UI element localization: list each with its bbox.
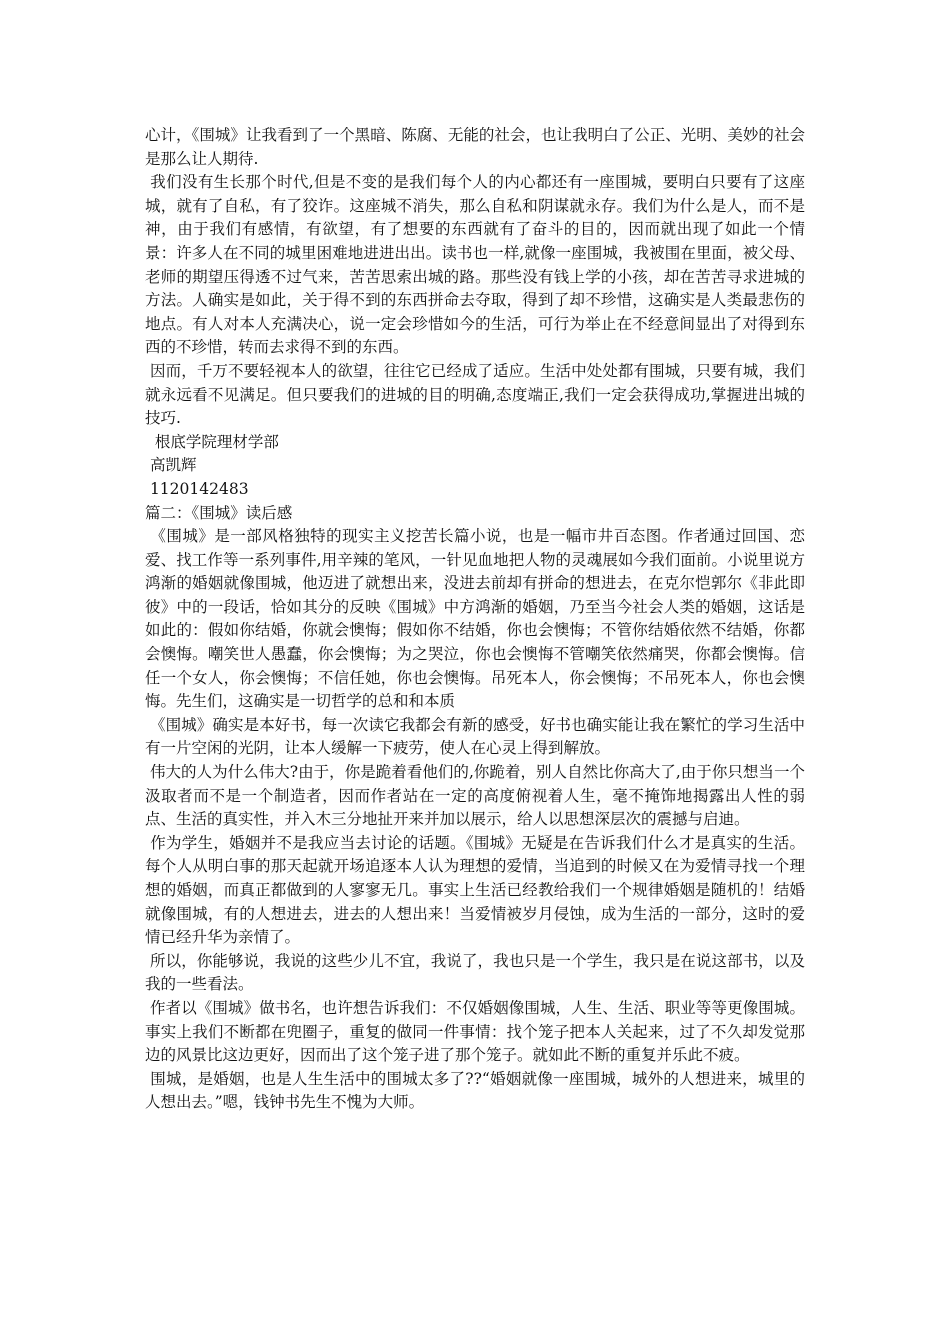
paragraph: 《围城》确实是本好书，每一次读它我都会有新的感受，好书也确实能让我在繁忙的学习生活中有一片空闲的光阴，让本人缓解一下疲劳，使人在心灵上得到解放。 — [145, 715, 805, 758]
paragraph: 伟大的人为什么伟大?由于，你是跪着看他们的,你跪着，别人自然比你高大了,由于你只想当一个汲取者而不是一个制造者，因而作者站在一定的高度俯视着人生，毫不掩饰地揭露出人性的弱点、生活的真实性，并入木三分地扯开来并加以展示，给人以思想深层次的震撼与启迪。 — [145, 763, 805, 829]
paragraph: 因而，千万不要轻视本人的欲望，往往它已经成了适应。生活中处处都有围城，只要有城，我们就永远看不见满足。但只要我们的进城的目的明确,态度端正,我们一定会获得成功,掌握进出城的技巧. — [145, 361, 805, 428]
paragraph: 心计，《围城》让我看到了一个黑暗、陈腐、无能的社会，也让我明白了公正、光明、美妙的社会是那么让人期待. — [145, 126, 805, 168]
paragraph: 作者以《围城》做书名，也许想告诉我们：不仅婚姻像围城，人生、生活、职业等等更像围城。事实上我们不断都在兜圈子，重复的做同一件事情：找个笼子把本人关起来，过了不久却发觉那边的风景比这边更好，因而出了这个笼子进了那个笼子。就如此不断的重复并乐此不疲。 — [145, 998, 805, 1065]
section-heading: 篇二：《围城》读后感 — [145, 503, 293, 522]
paragraph: 《围城》是一部风格独特的现实主义挖苦长篇小说，也是一幅市井百态图。作者通过回国、恋爱、找工作等一系列事件,用辛辣的笔风，一针见血地把人物的灵魂展如今我们面前。小说里说方鸿渐的婚姻就像围城，他迈进了就想出来，没进去前却有拼命的想进去，在克尔恺郭尔《非此即彼》中的一段话，恰如其分的反映《围城》中方鸿渐的婚姻，乃至当今社会人类的婚姻，这话是如此的：假如你结婚，你就会懊悔；假如你不结婚，你也会懊悔；不管你结婚依然不结婚，你都会懊悔。嘲笑世人愚蠢，你会懊悔；为之哭泣，你也会懊悔不管嘲笑依然痛哭，你都会懊悔。信任一个女人，你会懊悔；不信任她，你也会懊悔。吊死本人，你会懊悔；不吊死本人，你也会懊悔。先生们，这确实是一切哲学的总和和本质 — [145, 527, 805, 711]
paragraph: 所以，你能够说，我说的这些少儿不宜，我说了，我也只是一个学生，我只是在说这部书，以及我的一些看法。 — [145, 951, 805, 994]
document-body — [145, 124, 805, 1115]
paragraph: 作为学生，婚姻并不是我应当去讨论的话题。《围城》无疑是在告诉我们什么才是真实的生活。每个人从明白事的那天起就开场追逐本人认为理想的爱情，当追到的时候又在为爱情寻找一个理想的婚姻，而真正都做到的人寥寥无几。事实上生活已经教给我们一个规律婚姻是随机的！结婚就像围城，有的人想进去，进去的人想出来！当爱情被岁月侵蚀，成为生活的一部分，这时的爱情已经升华为亲情了。 — [145, 833, 805, 947]
paragraph: 围城，是婚姻，也是人生生活中的围城太多了??“婚姻就像一座围城，城外的人想进来，城里的人想出去。”嗯，钱钟书先生不愧为大师。 — [145, 1069, 805, 1112]
author-name: 高凯辉 — [145, 456, 197, 475]
paragraph: 我们没有生长那个时代,但是不变的是我们每个人的内心都还有一座围城，要明白只要有了这座城，就有了自私，有了狡诈。这座城不消失，那么自私和阴谋就永存。我们为什么是人，而不是神，由于我们有感情，有欲望，有了想要的东西就有了奋斗的目的，因而就出现了如此一个情景：许多人在不同的城里困难地进进出出。读书也一样,就像一座围城，我被围在里面，被父母、老师的期望压得透不过气来，苦苦思索出城的路。那些没有钱上学的小孩，却在苦苦寻求进城的方法。人确实是如此，关于得不到的东西拼命去夺取，得到了却不珍惜，这确实是人类最悲伤的地点。有人对本人充满决心，说一定会珍惜如今的生活，可行为举止在不经意间显出了对得到东西的不珍惜，转而去求得不到的东西。 — [145, 173, 805, 357]
department-line: 根底学院理材学部 — [145, 432, 279, 451]
student-id: 1120142483 — [145, 479, 249, 498]
